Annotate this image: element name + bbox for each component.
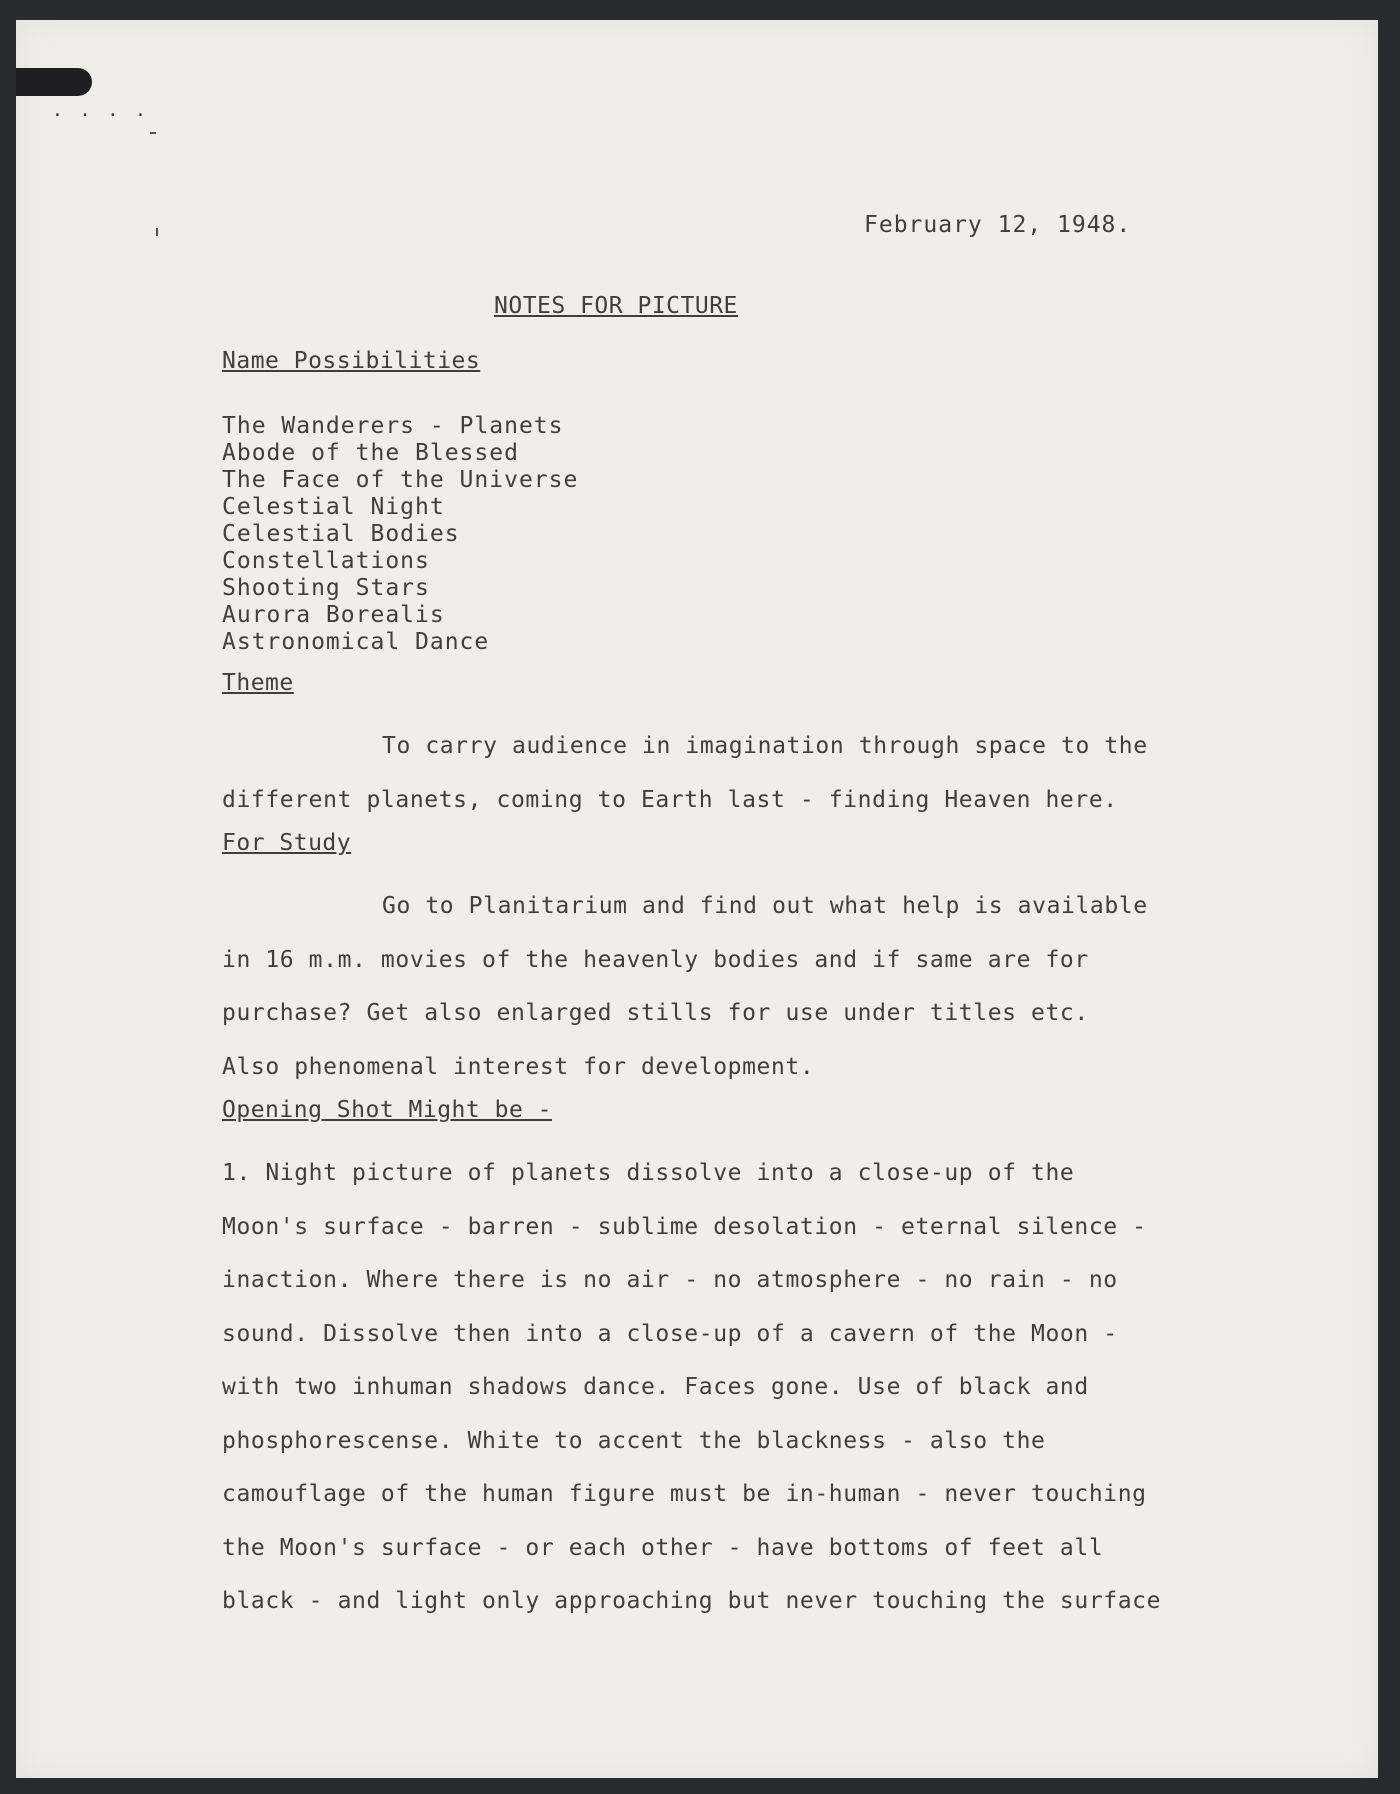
paragraph-line: with two inhuman shadows dance. Faces gone. Use of black and <box>222 1374 1089 1400</box>
paragraph-line: sound. Dissolve then into a close-up of a cavern of the Moon - <box>222 1320 1118 1347</box>
paragraph-line: 1. Night picture of planets dissolve into a close-up of the <box>222 1160 1075 1186</box>
paragraph-line: Also phenomenal interest for development. <box>222 1053 815 1080</box>
paragraph-line: different planets, coming to Earth last - finding Heaven here. <box>222 786 1118 813</box>
paragraph-line: the Moon's surface - or each other - have bottoms of feet all <box>222 1534 1104 1561</box>
paragraph-line: camouflage of the human figure must be in-human - never touching <box>222 1481 1147 1507</box>
list-item: Astronomical Dance <box>222 629 490 655</box>
list-item: Shooting Stars <box>222 575 430 601</box>
list-item: Celestial Bodies <box>222 521 460 547</box>
list-item: The Face of the Universe <box>222 467 579 493</box>
section-heading-name-possibilities: Name Possibilities <box>222 348 481 374</box>
paragraph-line: To carry audience in imagination through space to the <box>382 733 1148 759</box>
list-item: Celestial Night <box>222 494 445 520</box>
section-heading-theme: Theme <box>222 670 294 696</box>
section-heading-opening-shot: Opening Shot Might be - <box>222 1097 552 1123</box>
paragraph-line: phosphorescense. White to accent the blackness - also the <box>222 1427 1046 1454</box>
paragraph-line: in 16 m.m. movies of the heavenly bodies and if same are for <box>222 946 1089 973</box>
list-item: The Wanderers - Planets <box>222 413 564 439</box>
document-page <box>16 20 1378 1778</box>
opening-shot-paragraph <box>222 1147 1332 1629</box>
paragraph-line: Go to Planitarium and find out what help is available <box>382 893 1148 919</box>
list-item: Constellations <box>222 548 430 574</box>
name-possibilities-list <box>222 413 578 656</box>
theme-paragraph <box>222 720 1332 827</box>
document-date: February 12, 1948. <box>864 212 1132 238</box>
paragraph-line: Moon's surface - barren - sublime desolation - eternal silence - <box>222 1213 1147 1240</box>
list-item: Aurora Borealis <box>222 602 445 628</box>
ink-dots: . . . . <box>52 100 149 121</box>
paragraph-line: purchase? Get also enlarged stills for use under titles etc. <box>222 1000 1089 1026</box>
for-study-paragraph <box>222 880 1332 1094</box>
paragraph-line: inaction. Where there is no air - no atmosphere - no rain - no <box>222 1267 1118 1293</box>
list-item: Abode of the Blessed <box>222 440 519 466</box>
typed-document <box>16 20 1378 1778</box>
document-title: NOTES FOR PICTURE <box>494 293 738 319</box>
section-heading-for-study: For Study <box>222 830 352 856</box>
paragraph-line: black - and light only approaching but never touching the surface <box>222 1588 1162 1614</box>
